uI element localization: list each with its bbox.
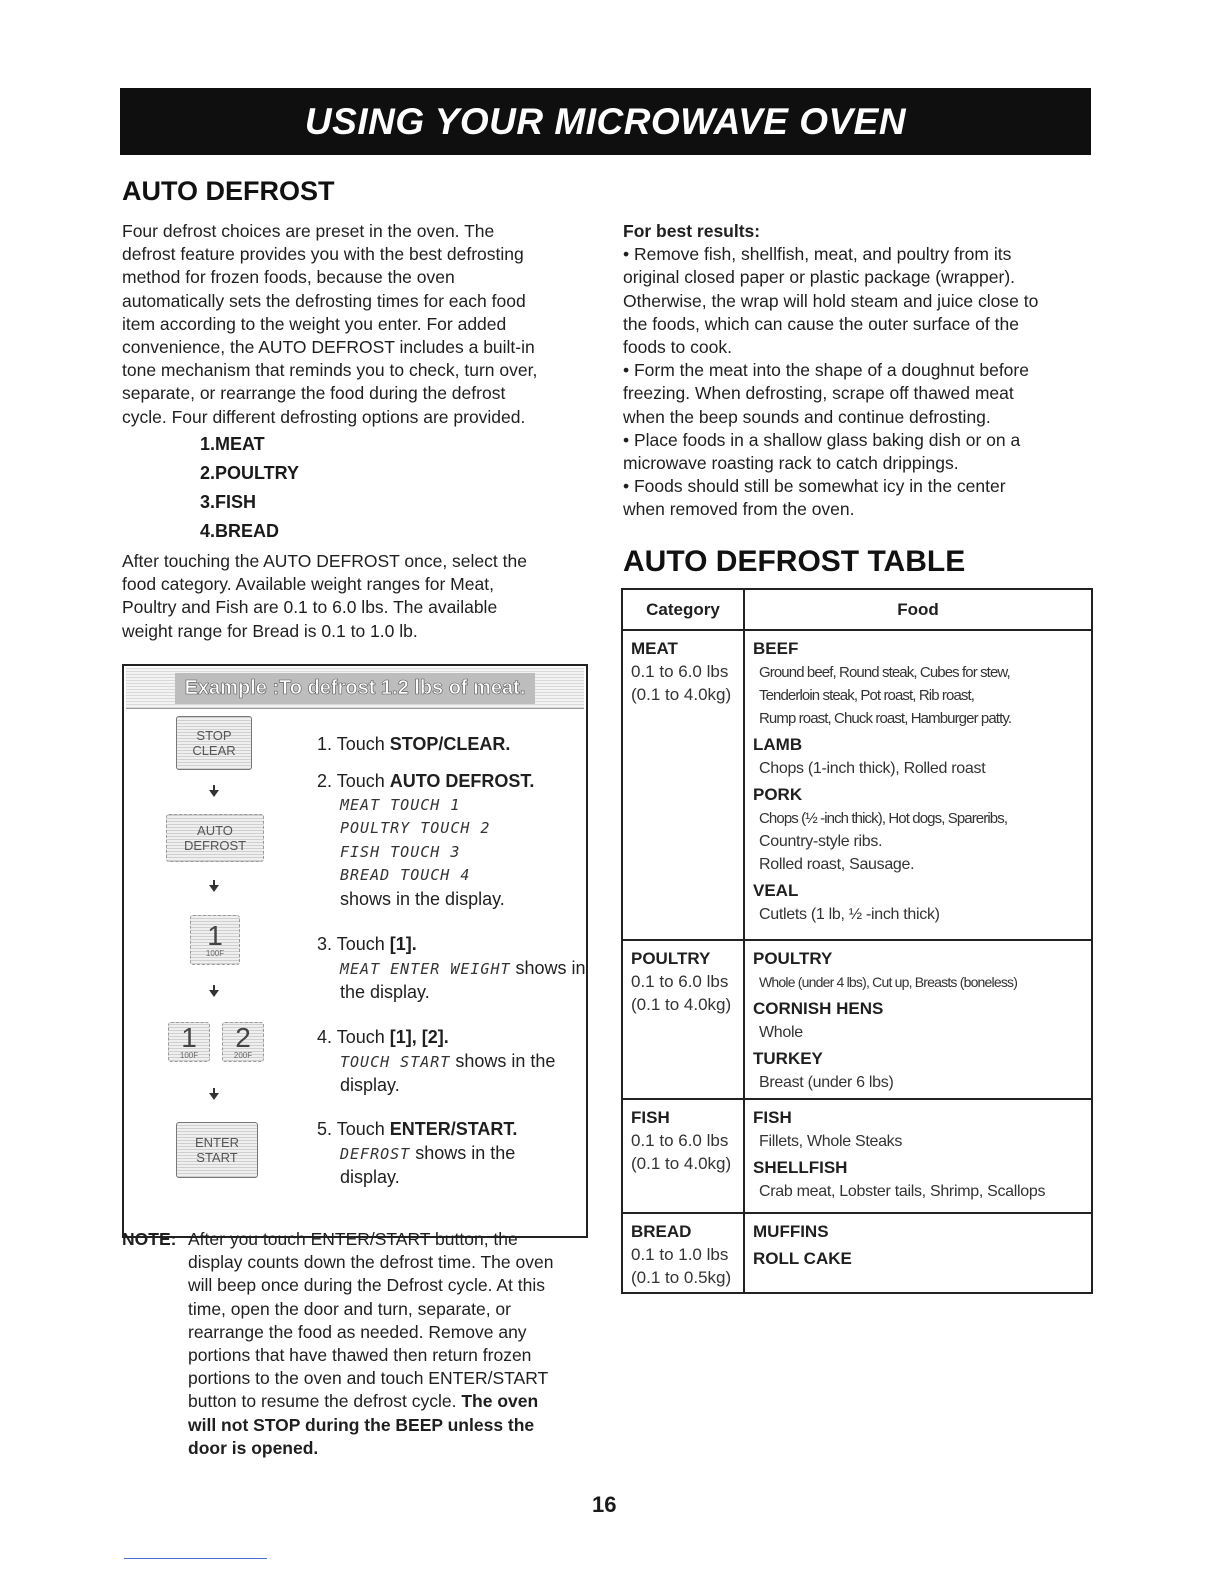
arrow-down-icon: [209, 990, 219, 997]
best-results-block: [623, 220, 1098, 522]
auto-defrost-key-icon: AUTO DEFROST: [166, 814, 264, 862]
table-header-row: [622, 589, 1092, 630]
example-title: Example :To defrost 1.2 lbs of meat.: [175, 673, 536, 704]
food-cell: FISH Fillets, Whole Steaks SHELLFISH Crab meat, Lobster tails, Shrimp, Scallops: [744, 1099, 1092, 1213]
category-cell: BREAD 0.1 to 1.0 lbs (0.1 to 0.5kg): [622, 1213, 744, 1293]
auto-defrost-intro: Four defrost choices are preset in the oven. The defrost feature provides you with the best defrosting method for frozen foods, because the oven automatically sets the defrosting times for each food item according to the weight you enter. For added convenience, the AUTO DEFROST includes a built-in tone mechanism that reminds you to check, turn over, separate, or rearrange the food during the defrost cycle. Four different defrosting options are provided.: [122, 221, 538, 427]
defrost-options-list: [200, 432, 299, 548]
option-meat: 1.MEAT: [200, 434, 265, 454]
column-header-category: Category: [622, 589, 744, 630]
table-row: [622, 630, 1092, 940]
page-number: 16: [592, 1492, 617, 1517]
display-text: TOUCH START: [340, 1052, 451, 1071]
category-cell: MEAT 0.1 to 6.0 lbs (0.1 to 4.0kg): [622, 630, 744, 940]
best-results-bullet: • Form the meat into the shape of a doughnut before freezing. When defrosting, scrape off thawed meat when the beep sounds and continue defrosting.: [623, 360, 1029, 427]
page-banner: USING YOUR MICROWAVE OVEN: [120, 88, 1091, 155]
food-cell: POULTRY Whole (under 4 lbs), Cut up, Breasts (boneless) CORNISH HENS Whole TURKEY Breast (under 6 lbs): [744, 940, 1092, 1099]
table-row: [622, 940, 1092, 1099]
footer-rule: [124, 1558, 267, 1559]
auto-defrost-after-text: After touching the AUTO DEFROST once, select the food category. Available weight ranges for Meat, Poultry and Fish are 0.1 to 6.0 lbs. The available weight range for Bread is 0.1 to 1.0 lb.: [122, 551, 527, 641]
food-cell: BEEF Ground beef, Round steak, Cubes for stew, Tenderloin steak, Pot roast, Rib roast, Rump roast, Chuck roast, Hamburger patty. LAMB Chops (1-inch thick), Rolled roast PORK Chops (½ -inch thick), Hot dogs, Spareribs, Country-style ribs. Rolled roast, Sausage. VEAL Cutlets (1 lb, ½ -inch thick): [744, 630, 1092, 940]
category-cell: FISH 0.1 to 6.0 lbs (0.1 to 4.0kg): [622, 1099, 744, 1213]
display-text: MEAT TOUCH 1: [340, 795, 461, 814]
option-fish: 3.FISH: [200, 492, 257, 512]
example-title-bar: [126, 668, 584, 709]
table-row: [622, 1213, 1092, 1293]
display-text: MEAT ENTER WEIGHT: [340, 959, 511, 978]
arrow-down-icon: [209, 885, 219, 892]
table-heading: AUTO DEFROST TABLE: [623, 545, 966, 578]
best-results-title: For best results:: [623, 221, 761, 241]
number-1-key-icon: 1 100F: [190, 915, 240, 965]
step-2: 2. Touch AUTO DEFROST. MEAT TOUCH 1 POULTRY TOUCH 2 FISH TOUCH 3 BREAD TOUCH 4 shows in the display.: [317, 771, 535, 909]
number-1-key-icon: 1 100F: [168, 1022, 210, 1062]
table-row: [622, 1099, 1092, 1213]
arrow-down-icon: [209, 1093, 219, 1100]
display-text: FISH TOUCH 3: [340, 842, 461, 861]
display-text: POULTRY TOUCH 2: [340, 819, 491, 837]
category-cell: POULTRY 0.1 to 6.0 lbs (0.1 to 4.0kg): [622, 940, 744, 1099]
best-results-bullet: • Place foods in a shallow glass baking dish or on a microwave roasting rack to catch drippings.: [623, 429, 1021, 474]
step-1: 1. Touch STOP/CLEAR.: [317, 734, 511, 754]
column-header-food: Food: [744, 589, 1092, 630]
enter-start-key-icon: ENTER START: [176, 1122, 258, 1178]
option-bread: 4.BREAD: [200, 521, 280, 541]
stop-clear-key-icon: STOP CLEAR: [176, 716, 252, 770]
food-cell: MUFFINS ROLL CAKE: [744, 1213, 1092, 1293]
step-3: 3. Touch [1]. MEAT ENTER WEIGHT shows in the display.: [317, 934, 586, 1002]
arrow-down-icon: [209, 790, 219, 797]
auto-defrost-heading: AUTO DEFROST: [122, 176, 335, 206]
auto-defrost-table: [621, 588, 1093, 1294]
best-results-bullet: • Foods should still be somewhat icy in the center when removed from the oven.: [623, 476, 1006, 520]
display-text: BREAD TOUCH 4: [340, 866, 471, 884]
number-2-key-icon: 2 200F: [222, 1022, 264, 1062]
step-5: 5. Touch ENTER/START. DEFROST shows in the display.: [317, 1119, 518, 1187]
note-label: NOTE:: [122, 1229, 177, 1249]
display-text: DEFROST: [340, 1144, 411, 1163]
best-results-bullet: • Remove fish, shellfish, meat, and poultry from its original closed paper or plastic package (wrapper). Otherwise, the wrap will hold steam and juice close to the foods, which can cause the outer surface of the foods to cook.: [623, 244, 1039, 358]
step-4: 4. Touch [1], [2]. TOUCH START shows in the display.: [317, 1027, 556, 1095]
option-poultry: 2.POULTRY: [200, 463, 300, 483]
note-block: NOTE: After you touch ENTER/START button, the display counts down the defrost time. The oven will beep once during the Defrost cycle. At this time, open the door and turn, separate, or rearrange the food as needed. Remove any portions that have thawed then return frozen portions to the oven and touch ENTER/START button to resume the defrost cycle. The oven will not STOP during the BEEP unless the door is opened.: [122, 1229, 554, 1458]
